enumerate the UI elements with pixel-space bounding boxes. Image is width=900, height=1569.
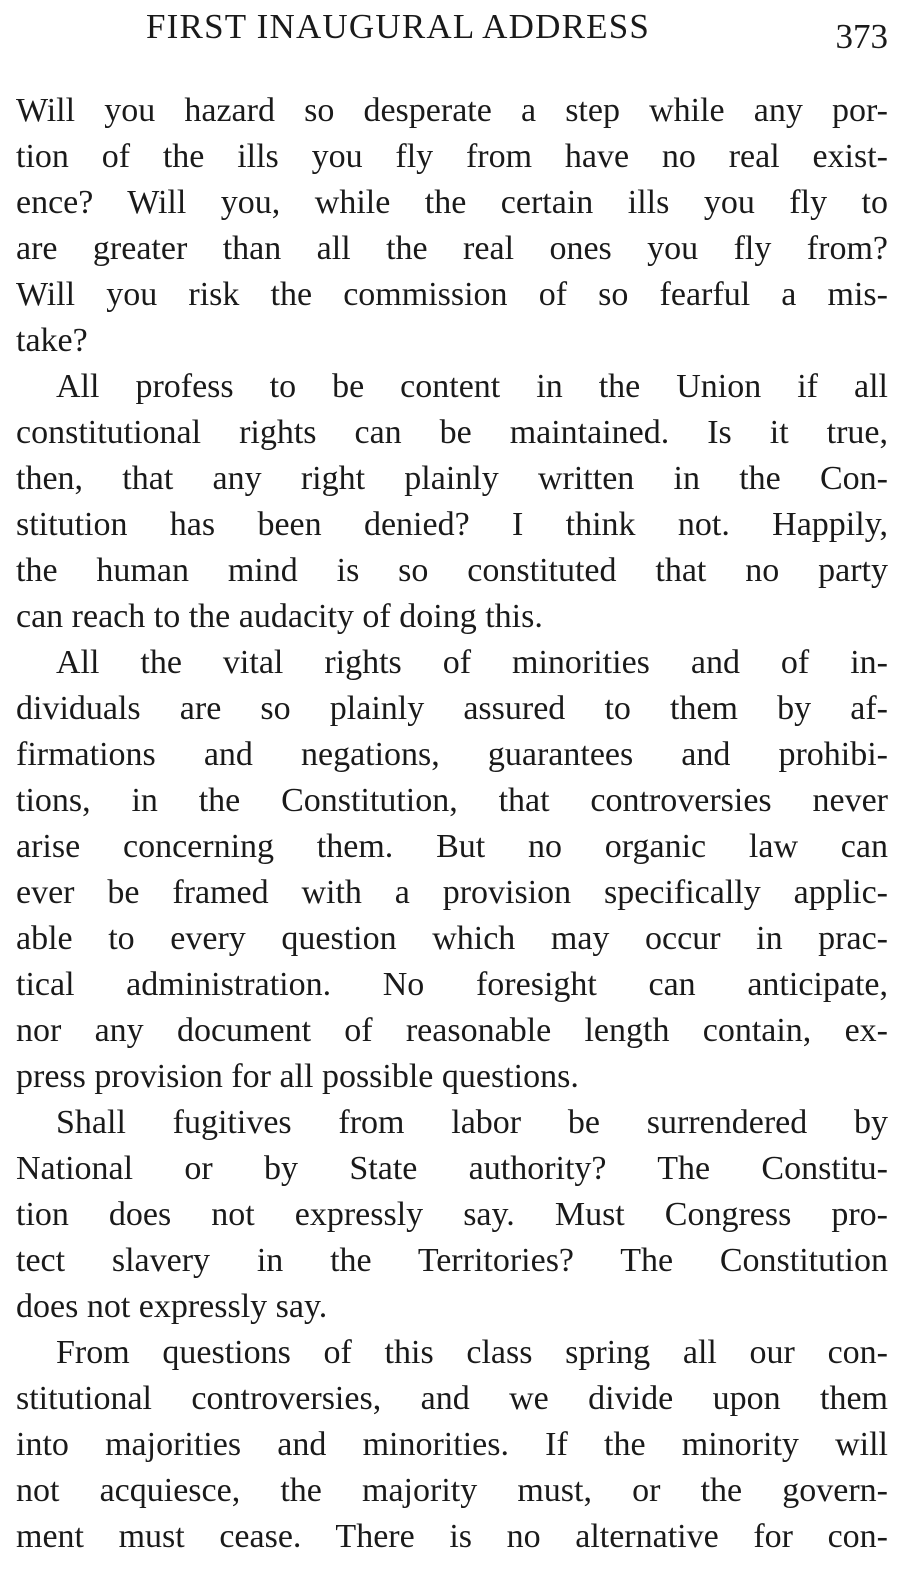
text-line: press provision for all possible questions. [16,1058,579,1095]
text-line: ever be framed with a provision specifically applic- [16,874,888,911]
text-line: From questions of this class spring all our con- [56,1334,888,1371]
text-line: dividuals are so plainly assured to them by af- [16,690,888,727]
text-line: then, that any right plainly written in the Con- [16,460,888,497]
text-line: constitutional rights can be maintained. Is it true, [16,414,888,451]
text-line: Will you risk the commission of so fearful a mis- [16,276,888,313]
text-line: stitution has been denied? I think not. Happily, [16,506,888,543]
text-line: tical administration. No foresight can anticipate, [16,966,888,1003]
text-line: firmations and negations, guarantees and prohibi- [16,736,888,773]
text-line: Shall fugitives from labor be surrendered by [56,1104,888,1141]
running-title: FIRST INAUGURAL ADDRESS [146,7,651,46]
text-line: the human mind is so constituted that no party [16,552,888,589]
text-line: arise concerning them. But no organic law can [16,828,888,865]
text-line: able to every question which may occur in prac- [16,920,888,957]
running-head [0,4,900,54]
text-line: can reach to the audacity of doing this. [16,598,543,635]
text-line: ence? Will you, while the certain ills you fly to [16,184,888,221]
text-line: tion of the ills you fly from have no real exist- [16,138,888,175]
text-line: National or by State authority? The Constitu- [16,1150,888,1187]
text-line: take? [16,322,88,359]
text-line: nor any document of reasonable length contain, ex- [16,1012,888,1049]
text-line: tion does not expressly say. Must Congress pro- [16,1196,888,1233]
text-line: Will you hazard so desperate a step while any por- [16,92,888,129]
text-line: All profess to be content in the Union if all [56,368,888,405]
body-text [16,88,888,1560]
page-number: 373 [835,17,888,56]
text-line: tions, in the Constitution, that controversies never [16,782,888,819]
text-line: into majorities and minorities. If the minority will [16,1426,888,1463]
text-line: are greater than all the real ones you fly from? [16,230,888,267]
text-line: All the vital rights of minorities and of in- [56,644,888,681]
text-line: not acquiesce, the majority must, or the govern- [16,1472,888,1509]
text-line: does not expressly say. [16,1288,328,1325]
text-line: ment must cease. There is no alternative for con- [16,1518,888,1555]
text-line: stitutional controversies, and we divide upon them [16,1380,888,1417]
text-line: tect slavery in the Territories? The Constitution [16,1242,888,1279]
